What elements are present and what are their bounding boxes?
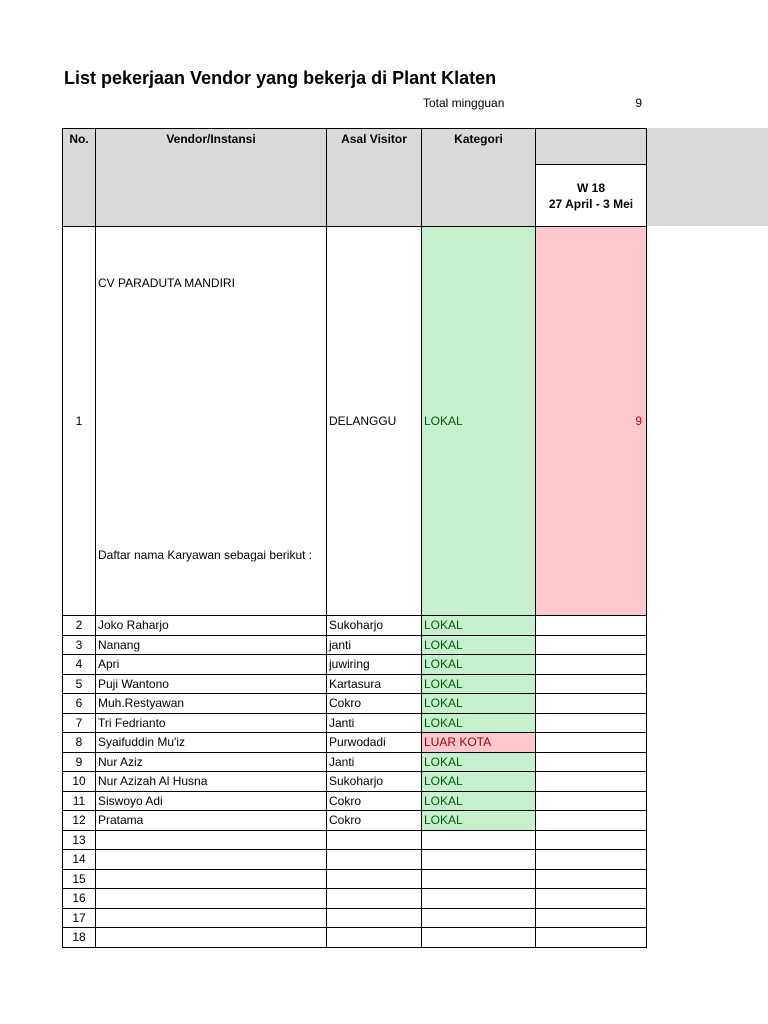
employee-asal — [327, 908, 422, 928]
week-cell — [536, 635, 647, 655]
employee-name: Nur Aziz — [96, 752, 327, 772]
employee-asal: Cokro — [327, 811, 422, 831]
employee-kategori — [422, 830, 536, 850]
week-cell — [536, 791, 647, 811]
week-cell — [536, 713, 647, 733]
employee-asal: Kartasura — [327, 674, 422, 694]
table-row — [63, 752, 647, 772]
row-no: 2 — [63, 616, 96, 636]
employee-kategori: LOKAL — [422, 674, 536, 694]
table-row — [63, 928, 647, 948]
employee-name: Nanang — [96, 635, 327, 655]
total-value: 9 — [635, 96, 642, 110]
employee-kategori — [422, 889, 536, 909]
header-no: No. — [63, 129, 96, 227]
employee-asal — [327, 830, 422, 850]
week-cell — [536, 869, 647, 889]
employee-name: Apri — [96, 655, 327, 675]
week-cell — [536, 616, 647, 636]
employee-kategori: LOKAL — [422, 694, 536, 714]
row-no: 5 — [63, 674, 96, 694]
week-cell — [536, 811, 647, 831]
week-cell — [536, 655, 647, 675]
row-no: 3 — [63, 635, 96, 655]
week-cell — [536, 752, 647, 772]
week-cell — [536, 889, 647, 909]
employee-kategori: LOKAL — [422, 655, 536, 675]
table-row — [63, 772, 647, 792]
row-no: 16 — [63, 889, 96, 909]
week-value-cell: 9 — [536, 227, 647, 616]
employee-name: Muh.Restyawan — [96, 694, 327, 714]
vendor-name: CV PARADUTA MANDIRI — [98, 276, 235, 290]
week-cell — [536, 694, 647, 714]
week-cell — [536, 772, 647, 792]
kategori-cell: LOKAL — [422, 227, 536, 616]
row-no: 18 — [63, 928, 96, 948]
employee-asal — [327, 869, 422, 889]
week-range: 27 April - 3 Mei — [548, 196, 634, 211]
page-title: List pekerjaan Vendor yang bekerja di Plant Klaten — [64, 68, 497, 88]
employee-name — [96, 928, 327, 948]
table-row — [63, 791, 647, 811]
employee-list-note: Daftar nama Karyawan sebagai berikut : — [98, 548, 313, 562]
header-blank — [536, 129, 647, 165]
employee-asal: Cokro — [327, 791, 422, 811]
employee-asal: Janti — [327, 713, 422, 733]
asal-cell: DELANGGU — [327, 227, 422, 616]
table-row — [63, 655, 647, 675]
employee-kategori: LOKAL — [422, 811, 536, 831]
employee-name — [96, 850, 327, 870]
employee-kategori — [422, 850, 536, 870]
employee-name: Nur Azizah Al Husna — [96, 772, 327, 792]
employee-name: Siswoyo Adi — [96, 791, 327, 811]
employee-name: Syaifuddin Mu'iz — [96, 733, 327, 753]
table-row — [63, 811, 647, 831]
employee-kategori — [422, 928, 536, 948]
employee-kategori: LOKAL — [422, 772, 536, 792]
row-no: 9 — [63, 752, 96, 772]
employee-asal: juwiring — [327, 655, 422, 675]
table-row — [63, 830, 647, 850]
row-no: 6 — [63, 694, 96, 714]
table-row — [63, 869, 647, 889]
employee-asal: Cokro — [327, 694, 422, 714]
table-row — [63, 850, 647, 870]
week-cell — [536, 830, 647, 850]
employee-kategori: LOKAL — [422, 752, 536, 772]
header-week — [536, 165, 647, 227]
employee-kategori — [422, 869, 536, 889]
employee-kategori — [422, 908, 536, 928]
employee-asal: Sukoharjo — [327, 772, 422, 792]
header-vendor: Vendor/Instansi — [96, 129, 327, 227]
employee-name: Pratama — [96, 811, 327, 831]
table-row — [63, 694, 647, 714]
table-row — [63, 674, 647, 694]
row-no: 11 — [63, 791, 96, 811]
employee-asal: Janti — [327, 752, 422, 772]
table-row — [63, 635, 647, 655]
employee-asal: janti — [327, 635, 422, 655]
table-row — [63, 733, 647, 753]
employee-asal: Purwodadi — [327, 733, 422, 753]
employee-asal — [327, 928, 422, 948]
employee-asal — [327, 889, 422, 909]
employee-name — [96, 830, 327, 850]
week-cell — [536, 674, 647, 694]
employee-kategori: LOKAL — [422, 791, 536, 811]
week-cell — [536, 928, 647, 948]
employee-name: Puji Wantono — [96, 674, 327, 694]
employee-kategori: LUAR KOTA — [422, 733, 536, 753]
table-row — [63, 616, 647, 636]
table-row — [63, 908, 647, 928]
header-extension — [647, 128, 768, 226]
total-label: Total mingguan — [423, 96, 505, 110]
employee-name — [96, 908, 327, 928]
week-cell — [536, 850, 647, 870]
employee-kategori: LOKAL — [422, 616, 536, 636]
table-row — [63, 889, 647, 909]
employee-name — [96, 889, 327, 909]
row-no: 17 — [63, 908, 96, 928]
employee-kategori: LOKAL — [422, 713, 536, 733]
header-kategori: Kategori — [422, 129, 536, 227]
week-cell — [536, 908, 647, 928]
employee-asal — [327, 850, 422, 870]
row-no: 12 — [63, 811, 96, 831]
employee-kategori: LOKAL — [422, 635, 536, 655]
header-asal: Asal Visitor — [327, 129, 422, 227]
vendor-table — [62, 128, 647, 948]
row-no: 1 — [63, 227, 96, 616]
vendor-cell — [96, 227, 327, 616]
employee-asal: Sukoharjo — [327, 616, 422, 636]
row-no: 13 — [63, 830, 96, 850]
row-no: 7 — [63, 713, 96, 733]
employee-name — [96, 869, 327, 889]
row-no: 4 — [63, 655, 96, 675]
week-label: W 18 — [576, 180, 605, 195]
row-no: 10 — [63, 772, 96, 792]
table-row — [63, 713, 647, 733]
employee-name: Tri Fedrianto — [96, 713, 327, 733]
employee-name: Joko Raharjo — [96, 616, 327, 636]
row-no: 15 — [63, 869, 96, 889]
week-cell — [536, 733, 647, 753]
row-no: 14 — [63, 850, 96, 870]
row-no: 8 — [63, 733, 96, 753]
